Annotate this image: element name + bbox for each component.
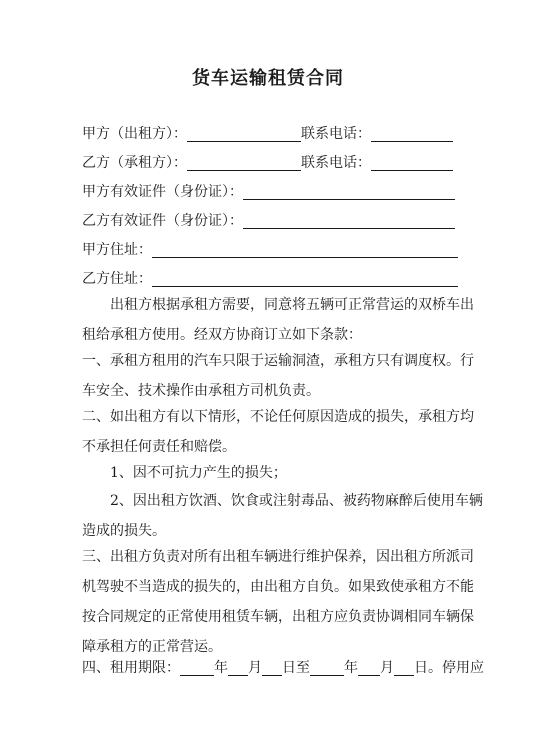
party-b-address-blank[interactable] — [152, 270, 458, 287]
clause-2-item-2-line-2: 造成的损失。 — [82, 523, 166, 539]
party-a-id-blank[interactable] — [243, 183, 455, 200]
intro-line-2: 租给承租方使用。经双方协商订立如下条款： — [82, 327, 362, 343]
clause-1-line-2: 车安全、技术操作由承租方司机负责。 — [82, 383, 320, 399]
clause-3-line-3: 按合同规定的正常使用租赁车辆，出租方应负责协调相同车辆保 — [82, 609, 474, 625]
party-a-address-blank[interactable] — [152, 241, 458, 258]
document-title: 货车运输租赁合同 — [192, 68, 344, 89]
party-b-phone-label: 联系电话： — [301, 155, 371, 171]
party-a-address-row — [82, 240, 458, 260]
clause-1 — [82, 346, 474, 406]
clause-3 — [82, 542, 474, 662]
party-a-address-label: 甲方住址： — [82, 242, 152, 258]
party-a-id-label: 甲方有效证件（身份证）： — [82, 184, 243, 200]
party-b-id-blank[interactable] — [243, 212, 455, 229]
party-b-phone-blank[interactable] — [371, 154, 453, 171]
party-b-id-row — [82, 211, 455, 231]
party-b-address-label: 乙方住址： — [82, 271, 152, 287]
clause-2-line-1: 二、如出租方有以下情形，不论任何原因造成的损失，承租方均 — [82, 409, 474, 425]
clause-3-line-1: 三、出租方负责对所有出租车辆进行维护保养，因出租方所派司 — [82, 549, 474, 565]
term-end-day-blank[interactable] — [394, 659, 414, 676]
party-b-id-label: 乙方有效证件（身份证）： — [82, 213, 243, 229]
clause-3-line-2: 机驾驶不当造成的损失的，由出租方自负。如果致使承租方不能 — [82, 579, 474, 595]
clause-2-line-2: 不承担任何责任和赔偿。 — [82, 439, 236, 455]
term-start-month-blank[interactable] — [228, 659, 248, 676]
term-start-day-blank[interactable] — [262, 659, 282, 676]
party-a-blank[interactable] — [187, 125, 301, 142]
party-a-phone-blank[interactable] — [371, 125, 453, 142]
clause-2-item-2-line-1: 2、因出租方饮酒、饮食或注射毒品、被药物麻醉后使用车辆 — [82, 493, 483, 509]
term-day-2: 日。停用应 — [414, 660, 484, 676]
term-end-year-blank[interactable] — [310, 659, 344, 676]
party-b-blank[interactable] — [187, 154, 301, 171]
term-month-1: 月 — [248, 660, 262, 676]
term-year-1: 年 — [214, 660, 228, 676]
clause-2 — [82, 402, 474, 462]
term-prefix: 四、租用期限： — [82, 660, 180, 676]
clause-1-line-1: 一、承租方租用的汽车只限于运输洞渣，承租方只有调度权。行 — [82, 353, 474, 369]
term-day-1: 日至 — [282, 660, 310, 676]
term-row — [82, 658, 484, 678]
term-month-2: 月 — [380, 660, 394, 676]
term-year-2: 年 — [344, 660, 358, 676]
party-b-row — [82, 153, 453, 173]
party-a-row — [82, 124, 453, 144]
clause-2-item-1 — [82, 458, 458, 488]
party-a-id-row — [82, 182, 455, 202]
clause-2-item-1-line-1: 1、因不可抗力产生的损失； — [82, 465, 287, 481]
party-a-label: 甲方（出租方）： — [82, 126, 187, 142]
intro-paragraph — [82, 290, 474, 350]
party-b-address-row — [82, 269, 458, 289]
party-a-phone-label: 联系电话： — [301, 126, 371, 142]
party-b-label: 乙方（承租方）： — [82, 155, 187, 171]
term-start-year-blank[interactable] — [180, 659, 214, 676]
clause-3-line-4: 障承租方的正常营运。 — [82, 639, 222, 655]
intro-line-1: 出租方根据承租方需要，同意将五辆可正常营运的双桥车出 — [82, 297, 474, 313]
term-end-month-blank[interactable] — [358, 659, 380, 676]
clause-2-item-2 — [82, 486, 483, 546]
